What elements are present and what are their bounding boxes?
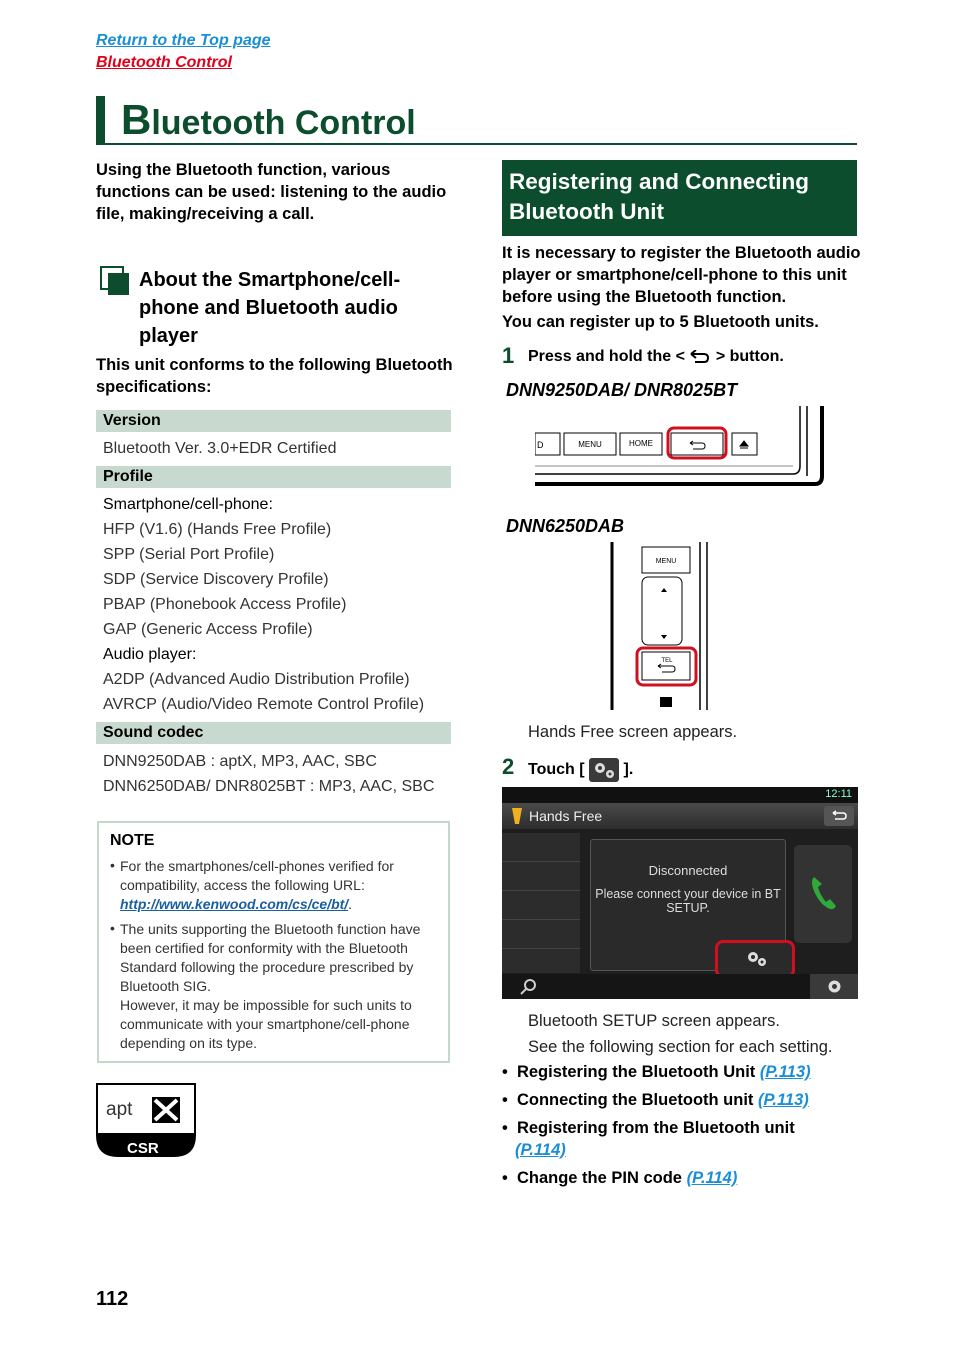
note-bullet: • xyxy=(110,857,115,873)
profile-item: A2DP (Advanced Audio Distribution Profile) xyxy=(103,671,410,688)
register-heading-line: Bluetooth Unit xyxy=(509,199,664,224)
device-2-menu-label: MENU xyxy=(655,558,677,565)
note-line: depending on its type. xyxy=(120,1035,257,1051)
page-title xyxy=(121,96,416,144)
app-icon xyxy=(510,807,524,825)
page-ref-link[interactable]: (P.113) xyxy=(759,1063,811,1081)
search-icon xyxy=(512,977,542,996)
list-item: • Registering the Bluetooth Unit (P.113) xyxy=(502,1063,811,1081)
list-item-continuation xyxy=(515,1139,566,1161)
aptx-csr-logo xyxy=(96,1083,196,1157)
profile-item: SDP (Service Discovery Profile) xyxy=(103,571,329,588)
note-line: Bluetooth SIG. xyxy=(120,978,212,994)
step-2-number: 2 xyxy=(502,754,515,779)
note-line: Standard following the procedure prescribed by xyxy=(120,959,414,975)
smartphone-label: Smartphone/cell-phone: xyxy=(103,496,273,513)
page-number: 112 xyxy=(96,1288,129,1310)
list-item-text: Connecting the Bluetooth unit xyxy=(516,1091,754,1109)
codec-line: DNN9250DAB : aptX, MP3, AAC, SBC xyxy=(103,753,377,770)
settings-gear-icon xyxy=(589,758,619,782)
bt-setup-button[interactable] xyxy=(715,940,795,978)
note-item-1: For the smartphones/cell-phones verified for compatibility, access the following URL: http://www.kenwood.com/cs/ce/bt/. xyxy=(120,858,394,912)
list-item-text: Registering from the Bluetooth unit xyxy=(516,1119,795,1137)
phone-icon xyxy=(808,873,838,913)
note-item-1-text: For the smartphones/cell-phones verified for compatibility, access the following URL: xyxy=(120,858,394,893)
hands-free-title: Hands Free xyxy=(529,808,603,824)
step-2-post: ]. xyxy=(623,761,634,779)
gear-icon xyxy=(825,977,844,996)
device-1-home-label: HOME xyxy=(629,439,653,448)
note-line: However, it may be impossible for such units to xyxy=(120,997,412,1013)
register-body: It is necessary to register the Bluetooth audio player or smartphone/cell-phone to this unit before using the Bluetooth function. xyxy=(502,244,861,306)
register-heading xyxy=(509,167,849,227)
dial-pad-button[interactable] xyxy=(502,833,580,862)
page-ref-link[interactable]: (P.114) xyxy=(686,1169,738,1187)
note-line: communicate with your smartphone/cell-phone xyxy=(120,1016,410,1032)
profile-item: GAP (Generic Access Profile) xyxy=(103,621,313,638)
search-button[interactable] xyxy=(512,977,542,996)
conform-text: This unit conforms to the following Bluetooth specifications: xyxy=(96,356,453,396)
list-item-text: Change the PIN code xyxy=(516,1169,682,1187)
incoming-calls-button[interactable] xyxy=(502,920,580,949)
hands-free-sidebar xyxy=(502,833,580,973)
step-2-pre: Touch [ xyxy=(528,761,585,779)
page-title-initial: B xyxy=(121,96,152,143)
section-icon xyxy=(100,266,130,296)
list-item: • Change the PIN code (P.114) xyxy=(502,1169,738,1187)
connection-status: Disconnected xyxy=(648,863,728,878)
profile-heading: Profile xyxy=(96,466,451,488)
hands-free-screen xyxy=(502,787,858,999)
device-1-menu-label: MENU xyxy=(578,440,602,449)
profile-item: AVRCP (Audio/Video Remote Control Profile) xyxy=(103,696,425,713)
back-icon xyxy=(689,350,711,364)
list-item-text: Registering the Bluetooth Unit xyxy=(516,1063,756,1081)
title-rule xyxy=(96,143,857,145)
settings-button[interactable] xyxy=(810,974,858,999)
version-value: Bluetooth Ver. 3.0+EDR Certified xyxy=(103,440,337,457)
status-bar xyxy=(502,787,858,803)
step-1-post: > button. xyxy=(715,348,784,365)
list-item: • Registering from the Bluetooth unit xyxy=(502,1119,795,1137)
device-1-d-label: D xyxy=(537,440,544,450)
note-bullet: • xyxy=(110,920,115,936)
hands-free-bottom-bar xyxy=(502,974,858,999)
note-item-2 xyxy=(120,920,440,1053)
device-2-tel-label: TEL xyxy=(661,658,673,664)
step-2-result: Bluetooth SETUP screen appears. xyxy=(528,1012,780,1030)
model-label-2: DNN6250DAB xyxy=(506,516,625,536)
profile-item: SPP (Serial Port Profile) xyxy=(103,546,275,563)
profile-item: HFP (V1.6) (Hands Free Profile) xyxy=(103,521,332,538)
list-item: • Connecting the Bluetooth unit (P.113) xyxy=(502,1091,809,1109)
breadcrumb-current-link[interactable]: Bluetooth Control xyxy=(96,54,232,71)
audio-label: Audio player: xyxy=(103,646,197,663)
outgoing-calls-button[interactable] xyxy=(502,891,580,920)
note-title: NOTE xyxy=(110,832,155,849)
breadcrumb-top-link[interactable]: Return to the Top page xyxy=(96,32,271,49)
phonebook-button[interactable] xyxy=(502,862,580,891)
codec-heading: Sound codec xyxy=(96,722,451,744)
register-heading-line: Registering and Connecting xyxy=(509,169,810,194)
back-icon xyxy=(824,806,854,826)
step-1-text xyxy=(528,348,784,366)
page-ref-link[interactable]: (P.114) xyxy=(515,1141,566,1159)
back-button[interactable] xyxy=(824,806,854,826)
call-button[interactable] xyxy=(794,845,852,943)
step-1-pre: Press and hold the < xyxy=(528,348,685,365)
clock: 12:11 xyxy=(825,788,852,800)
version-heading: Version xyxy=(96,410,451,432)
svg-text:apt: apt xyxy=(106,1099,133,1120)
register-limit: You can register up to 5 Bluetooth units. xyxy=(502,313,819,331)
note-line: been certified for conformity with the Bluetooth xyxy=(120,940,408,956)
connection-message-line: Please connect your device in BT xyxy=(595,887,781,901)
about-heading: About the Smartphone/cell-phone and Bluetooth audio player xyxy=(139,269,401,347)
codec-line: DNN6250DAB/ DNR8025BT : MP3, AAC, SBC xyxy=(103,778,435,795)
step-1-result: Hands Free screen appears. xyxy=(528,723,738,741)
step-2-text xyxy=(528,758,633,782)
intro-text: Using the Bluetooth function, various functions can be used: listening to the audio file, making/receiving a call. xyxy=(96,161,447,223)
step-1-number: 1 xyxy=(502,343,515,368)
kenwood-url-link[interactable]: http://www.kenwood.com/cs/ce/bt/ xyxy=(120,896,349,912)
title-accent-bar xyxy=(96,96,105,144)
connection-message xyxy=(590,887,786,915)
head-unit-illustration-1 xyxy=(535,406,825,496)
gear-icon xyxy=(745,950,769,968)
page-ref-link[interactable]: (P.113) xyxy=(758,1091,809,1109)
connection-message-line: SETUP. xyxy=(666,901,710,915)
missed-calls-button[interactable] xyxy=(502,949,580,973)
svg-text:CSR: CSR xyxy=(127,1140,159,1157)
page-title-rest: luetooth Control xyxy=(151,104,416,142)
head-unit-illustration-2 xyxy=(610,542,710,712)
note-line: The units supporting the Bluetooth function have xyxy=(120,921,421,937)
step-2-note: See the following section for each setting. xyxy=(528,1038,833,1056)
profile-item: PBAP (Phonebook Access Profile) xyxy=(103,596,347,613)
model-label-1: DNN9250DAB/ DNR8025BT xyxy=(506,380,738,400)
